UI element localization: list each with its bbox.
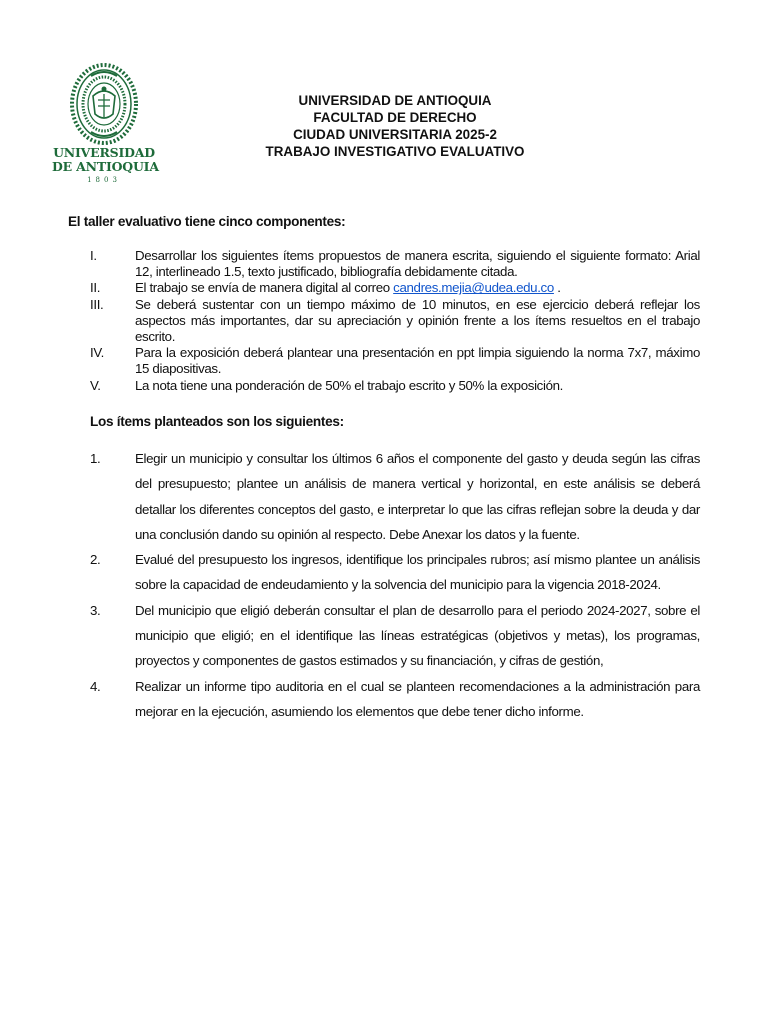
email-suffix: . bbox=[553, 280, 561, 296]
items-list bbox=[90, 446, 700, 724]
list-item-text: Desarrollar los siguientes ítems propuestos de manera escrita, siguiendo el siguiente formato: Arial 12, interlineado 1.5, texto justificado, bibliografía debidamente citada. bbox=[135, 248, 700, 280]
email-link[interactable]: candres.mejia@udea.edu.co bbox=[393, 280, 554, 296]
logo-text-line1: UNIVERSIDAD bbox=[53, 145, 155, 160]
items-heading: Los ítems planteados son los siguientes: bbox=[90, 414, 344, 429]
list-item-text: Se deberá sustentar con un tiempo máximo de 10 minutos, en ese ejercicio deberá reflejar los aspectos más importantes, dar su apreciación y opinión frente a los ítems resueltos en el trabajo escrito. bbox=[135, 296, 700, 345]
list-item-text: Para la exposición deberá plantear una presentación en ppt limpia siguiendo la norma 7x7, máximo 15 diapositivas. bbox=[135, 345, 700, 377]
university-logo bbox=[52, 62, 159, 192]
list-item-text: Evalué del presupuesto los ingresos, identifique los principales rubros; así mismo plantee un análisis sobre la capacidad de endeudamiento y la solvencia del municipio para la vigencia 2018-2024. bbox=[135, 552, 700, 593]
list-item bbox=[90, 378, 700, 394]
logo-year: 1803 bbox=[87, 176, 121, 184]
header-campus: CIUDAD UNIVERSITARIA 2025-2 bbox=[293, 127, 497, 142]
list-item-text: La nota tiene una ponderación de 50% el trabajo escrito y 50% la exposición. bbox=[135, 377, 564, 393]
list-item bbox=[90, 547, 700, 598]
list-item-text bbox=[135, 280, 700, 296]
list-item-text: Del municipio que eligió deberán consultar el plan de desarrollo para el periodo 2024-2027, sobre el municipio que eligió; en el identifique las líneas estratégicas (objetivos y metas), los programas, proyectos y componentes de gastos estimados y su financiación, y cifras de gestión, bbox=[135, 602, 700, 669]
list-marker: 4. bbox=[90, 678, 101, 694]
header-title: TRABAJO INVESTIGATIVO EVALUATIVO bbox=[265, 144, 525, 159]
list-item bbox=[90, 248, 700, 280]
list-marker: I. bbox=[90, 248, 97, 263]
list-marker: II. bbox=[90, 280, 101, 296]
components-list bbox=[90, 248, 700, 394]
list-marker: 1. bbox=[90, 451, 101, 466]
list-marker: 2. bbox=[90, 552, 101, 568]
list-item bbox=[90, 598, 700, 674]
list-item bbox=[90, 674, 700, 725]
email-prefix: El trabajo se envía de manera digital al correo bbox=[135, 280, 394, 296]
list-item bbox=[90, 345, 700, 377]
list-marker: V. bbox=[90, 377, 101, 393]
logo-text-line2: DE ANTIOQUIA bbox=[52, 159, 159, 174]
intro-heading: El taller evaluativo tiene cinco componentes: bbox=[68, 214, 346, 229]
document-header bbox=[190, 92, 600, 160]
list-item-text: Elegir un municipio y consultar los últimos 6 años el componente del gasto y deuda según las cifras del presupuesto; plantee un análisis de manera vertical y horizontal, en este análisis se deberá detallar los diferentes conceptos del gasto, e interpretar lo que las cifras reflejan sobre la deuda y dar una conclusión dando su opinión al respecto. Debe Anexar los datos y la fuente. bbox=[135, 451, 700, 542]
list-item bbox=[90, 446, 700, 547]
list-item bbox=[90, 280, 700, 296]
list-marker: 3. bbox=[90, 602, 101, 618]
list-marker: III. bbox=[90, 296, 104, 312]
list-item-text: Realizar un informe tipo auditoria en el cual se planteen recomendaciones a la administración para mejorar en la ejecución, asumiendo los elementos que debe tener dicho informe. bbox=[135, 678, 700, 719]
header-faculty: FACULTAD DE DERECHO bbox=[313, 110, 477, 125]
list-marker: IV. bbox=[90, 345, 104, 361]
list-item bbox=[90, 297, 700, 346]
university-seal-icon bbox=[69, 62, 139, 146]
header-university: UNIVERSIDAD DE ANTIOQUIA bbox=[298, 93, 492, 108]
